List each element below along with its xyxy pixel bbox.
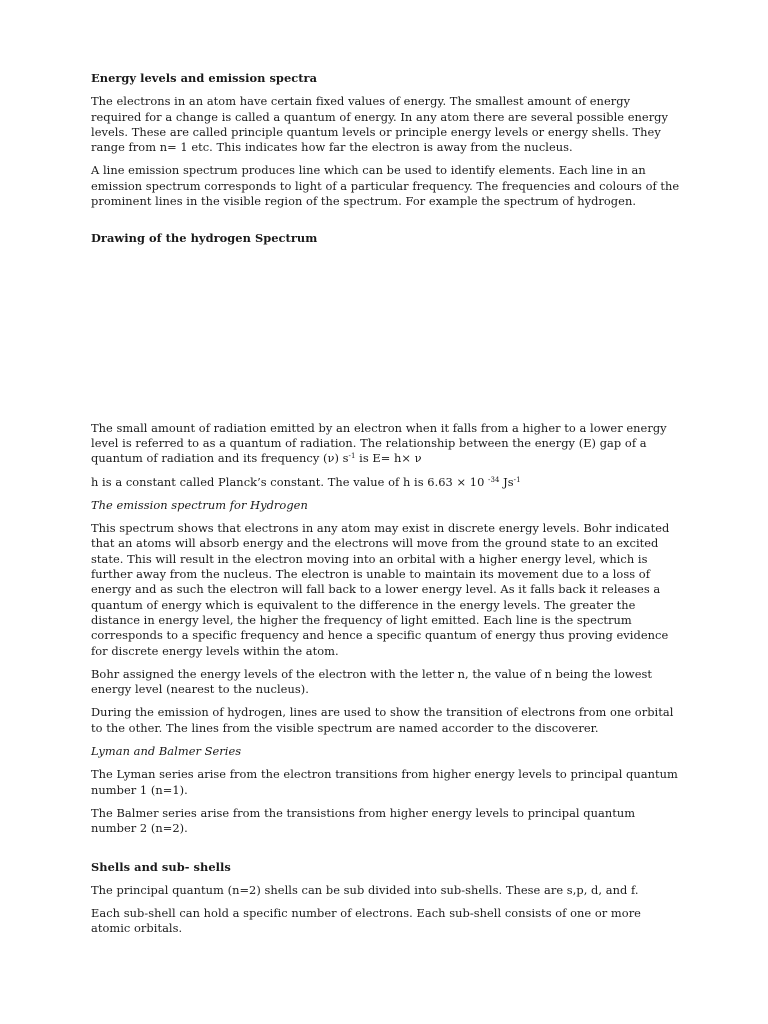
planck-unit: Js (499, 474, 514, 489)
paragraph-hydrogen-emission: During the emission of hydrogen, lines are used to show the transition of electrons from one orbital to the other. The lines from the visible spectrum are named accorder to the discoverer. (91, 705, 674, 735)
paragraph-balmer-series: The Balmer series arise from the transistions from higher energy levels to principal quantum number 2 (n=2). (91, 805, 636, 836)
heading-drawing-spectrum: Drawing of the hydrogen Spectrum (91, 231, 318, 246)
radiation-superscript: -1 (348, 452, 356, 461)
paragraph-bohr-n: Bohr assigned the energy levels of the electron with the letter n, the value of n being the lowest energy level (nearest to the nucleus). (91, 666, 653, 697)
paragraph-energy-levels: The electrons in an atom have certain fixed values of energy. The smallest amount of energy required for a change is called a quantum of energy. In any atom there are several possible energy levels. These are called principle quantum levels or principle energy levels or energy shells. They range from n= 1 etc. This indicates how far the electron is away from the nucleus. (91, 94, 669, 155)
paragraph-line-emission: A line emission spectrum produces line which can be used to identify elements. Each line in an emission spectrum corresponds to light of a particular frequency. The frequencies and colours of the prominent lines in the visible region of the spectrum. For example the spectrum of hydrogen. (91, 163, 680, 209)
heading-lyman-balmer: Lyman and Balmer Series (91, 744, 242, 759)
planck-exponent: -34 (488, 475, 500, 484)
document-page (91, 71, 683, 937)
paragraph-lyman-series: The Lyman series arise from the electron transitions from higher energy levels to principal quantum number 1 (n=1). (91, 767, 678, 797)
heading-energy-levels: Energy levels and emission spectra (91, 71, 318, 85)
paragraph-subshells: The principal quantum (n=2) shells can be sub divided into sub-shells. These are s,p, d, and f. (91, 882, 639, 897)
paragraph-subshell-orbitals: Each sub-shell can hold a specific number of electrons. Each sub-shell consists of one or more atomic orbitals. (91, 906, 641, 936)
paragraph-bohr-discrete-levels: This spectrum shows that electrons in any atom may exist in discrete energy levels. Bohr indicated that an atoms will absorb energy and the electrons will move from the ground state to an excited state. This will result in the electron moving into an orbital with a higher energy level, which is further away from the nucleus. The electron is unable to maintain its movement due to a loss of energy and as such the electron will fall back to a lower energy level. As it falls back it releases a quantum of energy which is equivalent to the difference in the energy levels. The greater the distance in energy level, the higher the frequency of light emitted. Each line is the spectrum corresponds to a specific frequency and hence a specific quantum of energy thus proving evidence for discrete energy levels within the atom. (91, 521, 670, 658)
spectrum-drawing-area (91, 247, 683, 421)
paragraph-planck-constant (91, 475, 683, 490)
radiation-formula: is E= h× ν (355, 451, 422, 466)
paragraph-radiation-quantum (91, 421, 683, 467)
planck-unit-exponent: -1 (513, 475, 521, 484)
planck-text: h is a constant called Planck’s constant. The value of h is 6.63 × 10 (91, 474, 489, 489)
radiation-text: The small amount of radiation emitted by an electron when it falls from a higher to a lower energy level is referred to as a quantum of radiation. The relationship between the energy (E) gap of a quantum of radiation and its frequency (ν) s (91, 420, 667, 466)
heading-emission-spectrum-hydrogen: The emission spectrum for Hydrogen (91, 497, 308, 512)
heading-shells-subshells: Shells and sub- shells (91, 859, 231, 874)
